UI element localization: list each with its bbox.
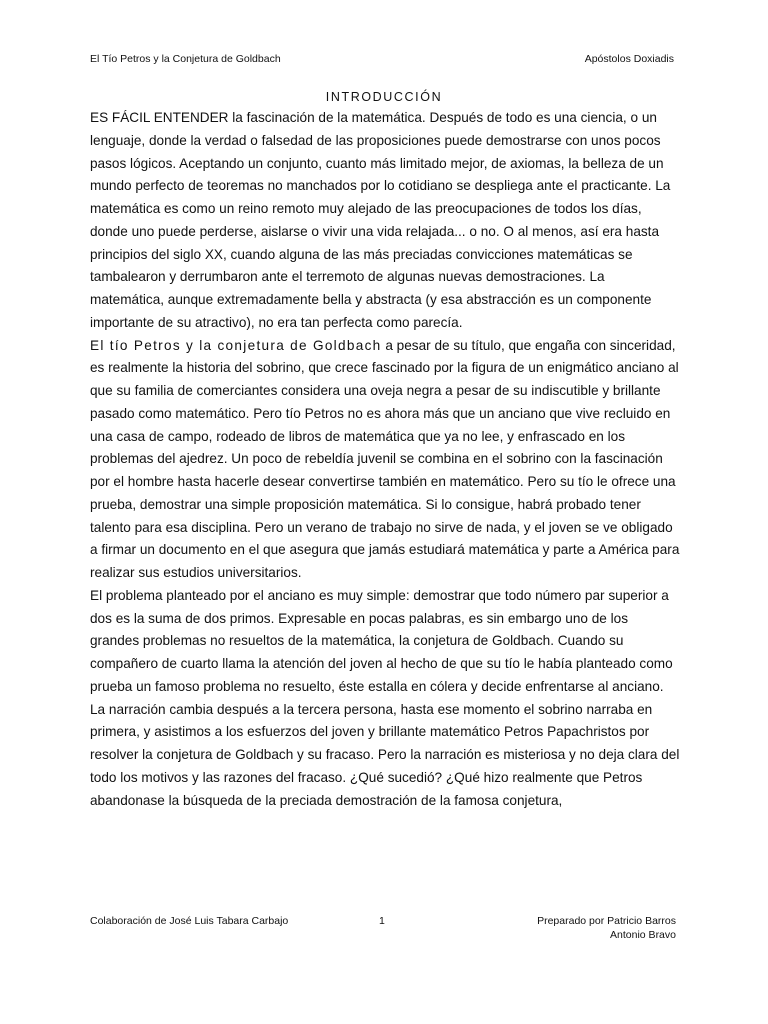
paragraph-4: La narración cambia después a la tercera persona, hasta ese momento el sobrino narraba en primera, y asistimos a los esfuerzos del joven y brillante matemático Petros Papachristos por resolver la conjetura de Goldbach y su fracaso. Pero la narración es misteriosa y no deja clara del todo los motivos y las razones del fracaso. ¿Qué sucedió? ¿Qué hizo realmente que Petros abandonase la búsqueda de la preciada demostración de la famosa conjetura, <box>90 701 680 808</box>
paragraph-2-text: a pesar de su título, que engaña con sinceridad, es realmente la historia del sobrino, que crece fascinado por la figura de un enigmático anciano al que su familia de comerciantes considera una oveja negra a pesar de su indiscutible y brillante pasado como matemático. Pero tío Petros no es ahora más que un anciano que vive recluido en una casa de campo, rodeado de libros de matemática que ya no lee, y enfrascado en los problemas del ajedrez. Un poco de rebeldía juvenil se combina en el sobrino con la fascinación por el hombre hasta hacerle desear convertirse también en matemático. Pero su tío le ofrece una prueba, demostrar una simple proposición matemática. Si lo consigue, habrá probado tener talento para esa disciplina. Pero un verano de trabajo no sirve de nada, y el joven se ve obligado a firmar un documento en el que asegura que jamás estudiará matemática y parte a América para realizar sus estudios universitarios. <box>90 337 680 580</box>
paragraph-1-lead: ES FÁCIL ENTENDER <box>90 110 229 125</box>
footer-collaborator: José Luis Tabara Carbajo <box>169 915 289 927</box>
body-text <box>90 107 680 812</box>
footer-preparers <box>537 915 676 942</box>
paragraph-3: El problema planteado por el anciano es muy simple: demostrar que todo número par superior a dos es la suma de dos primos. Expresable en pocas palabras, es sin embargo uno de los grandes problemas no resueltos de la matemática, la conjetura de Goldbach. Cuando su compañero de cuarto llama la atención del joven al hecho de que su tío le había planteado como prueba un famoso problema no resuelto, éste estalla en cólera y decide enfrentarse al anciano. <box>90 587 673 694</box>
paragraph-1-text: la fascinación de la matemática. Después de todo es una ciencia, o un lenguaje, donde la verdad o falsedad de las proposiciones puede demostrarse con unos pocos pasos lógicos. Aceptando un conjunto, cuanto más limitado mejor, de axiomas, la belleza de un mundo perfecto de teoremas no manchados por lo cotidiano se despliega ante el practicante. La matemática es como un reino remoto muy alejado de las preocupaciones de todos los días, donde uno puede perderse, aislarse o vivir una vida relajada... o no. O al menos, así era hasta principios del siglo XX, cuando alguna de las más preciadas convicciones matemáticas se tambalearon y derrumbaron ante el terremoto de algunas nuevas demostraciones. La matemática, aunque extremadamente bella y abstracta (y esa abstracción es un componente importante de su atractivo), no era tan perfecta como parecía. <box>90 110 671 330</box>
paragraph-2-lead: El tío Petros y la conjetura de Goldbach <box>90 337 382 353</box>
paragraph-1 <box>90 107 680 335</box>
footer-collaboration <box>90 915 288 929</box>
section-title: INTRODUCCIÓN <box>325 90 443 104</box>
page-header <box>90 52 674 66</box>
header-book-title: El Tío Petros y la Conjetura de Goldbach <box>90 53 281 65</box>
footer-prepared-by: Preparado por Patricio Barros <box>537 915 676 927</box>
footer-second-preparer: Antonio Bravo <box>610 928 676 941</box>
paragraph-2 <box>90 335 680 585</box>
header-author: Apóstolos Doxiadis <box>584 53 674 65</box>
page-number: 1 <box>379 915 385 927</box>
footer-collaboration-prefix: Colaboración de <box>90 915 170 927</box>
